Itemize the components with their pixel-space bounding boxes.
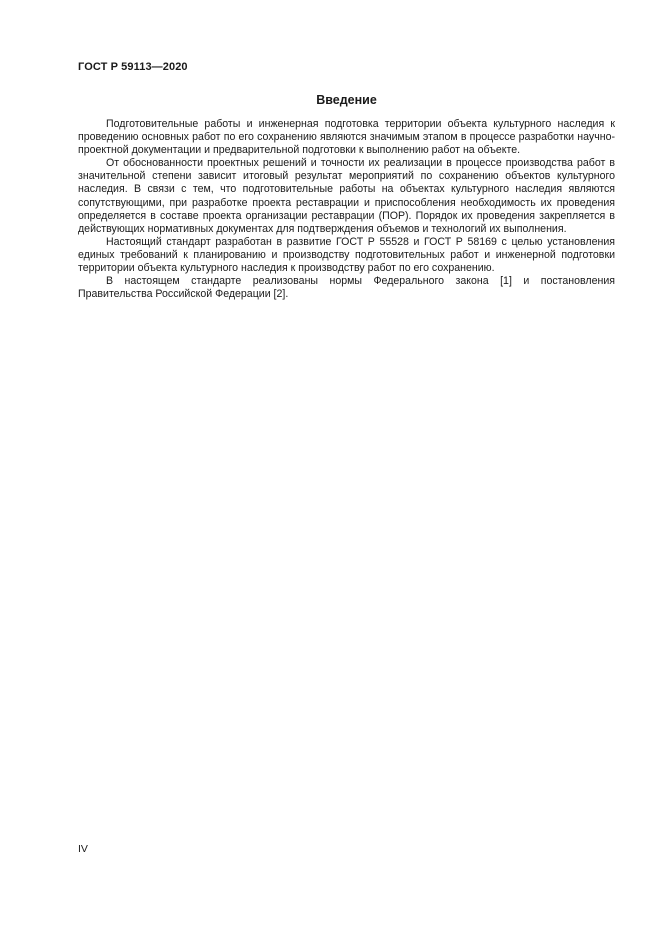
document-code: ГОСТ Р 59113—2020: [78, 61, 188, 73]
page-number: IV: [78, 843, 88, 855]
section-title: Введение: [316, 93, 377, 107]
paragraph: От обоснованности проектных решений и точности их реализации в процессе производства работ в значительной степени зависит итоговый результат мероприятий по сохранению объектов культурного наследия. В связи с тем, что подготовительные работы на объектах культурного наследия являются сопутствующими, при разработке проекта реставрации и приспособления необходимость их проведения определяется в составе проекта организации реставрации (ПОР). Порядок их проведения закрепляется в действующих нормативных документах для подтверждения объемов и технологий их выполнения.: [78, 157, 615, 235]
paragraph: Настоящий стандарт разработан в развитие ГОСТ Р 55528 и ГОСТ Р 58169 с целью установления единых требований к планированию и производству подготовительных работ и инженерной подготовки территории объекта культурного наследия к производству работ по его сохранению.: [78, 235, 615, 275]
paragraph: В настоящем стандарте реализованы нормы Федерального закона [1] и постановления Правительства Российской Федерации [2].: [78, 275, 615, 301]
paragraph: Подготовительные работы и инженерная подготовка территории объекта культурного наследия к проведению основных работ по его сохранению являются значимым этапом в процессе разработки научно-проектной документации и предварительной подготовки к выполнению работ на объекте.: [78, 118, 615, 157]
section-body: [78, 118, 615, 301]
